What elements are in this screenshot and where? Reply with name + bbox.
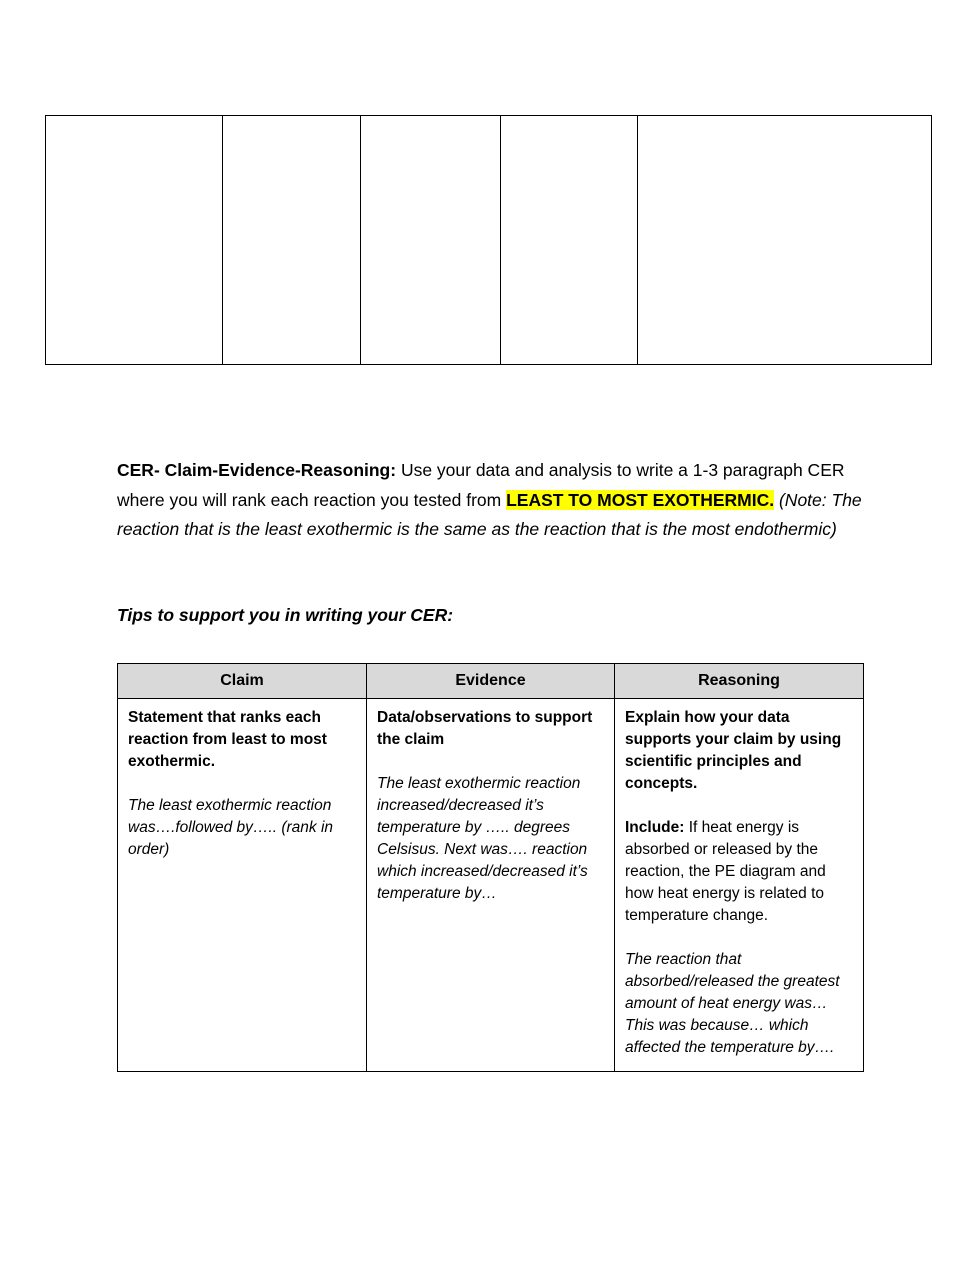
empty-table-cell (501, 116, 638, 364)
tips-table-header-reasoning: Reasoning (615, 664, 864, 699)
cer-highlighted-text: LEAST TO MOST EXOTHERMIC. (506, 489, 775, 510)
claim-bold-paragraph: Statement that ranks each reaction from least to most exothermic. (128, 709, 327, 770)
reasoning-include-text: If heat energy is absorbed or released by the reaction, the PE diagram and how heat energy is related to temperature change. (625, 819, 826, 924)
cer-note-italic: (Note: The reaction that is the least exothermic is the same as the reaction that is the most endothermic) (117, 489, 862, 539)
tips-table (117, 663, 864, 1072)
tips-table-header-claim: Claim (118, 664, 367, 699)
cer-body-text: Use your data and analysis to write a 1-3 paragraph CER where you will rank each reaction you tested from (117, 460, 845, 510)
empty-table-cell (46, 116, 223, 364)
reasoning-italic-paragraph: The reaction that absorbed/released the greatest amount of heat energy was… This was because… which affected the temperature by…. (625, 951, 840, 1056)
claim-italic-paragraph: The least exothermic reaction was….followed by….. (rank in order) (128, 797, 334, 858)
tips-heading: Tips to support you in writing your CER: (117, 605, 454, 625)
tips-table-header-row (118, 664, 864, 699)
tips-table-cell-claim (118, 699, 367, 1072)
empty-table-cell (638, 116, 931, 364)
empty-table-cell (361, 116, 501, 364)
reasoning-include-paragraph (625, 817, 853, 927)
tips-table-header-evidence: Evidence (367, 664, 615, 699)
cer-lead-bold: CER- Claim-Evidence-Reasoning: (117, 460, 397, 480)
evidence-italic-paragraph: The least exothermic reaction increased/decreased it’s temperature by ….. degrees Celsisus. Next was…. reaction which increased/decreased it’s temperature by… (377, 775, 588, 902)
tips-table-cell-reasoning (615, 699, 864, 1072)
reasoning-bold-paragraph: Explain how your data supports your claim by using scientific principles and concepts. (625, 709, 842, 792)
evidence-bold-paragraph: Data/observations to support the claim (377, 709, 593, 748)
empty-table-cell (223, 116, 361, 364)
reasoning-include-label: Include: (625, 819, 685, 836)
data-table-empty (45, 115, 932, 365)
tips-table-body-row (118, 699, 864, 1072)
tips-table-cell-evidence (367, 699, 615, 1072)
cer-instructions-paragraph (117, 456, 867, 545)
